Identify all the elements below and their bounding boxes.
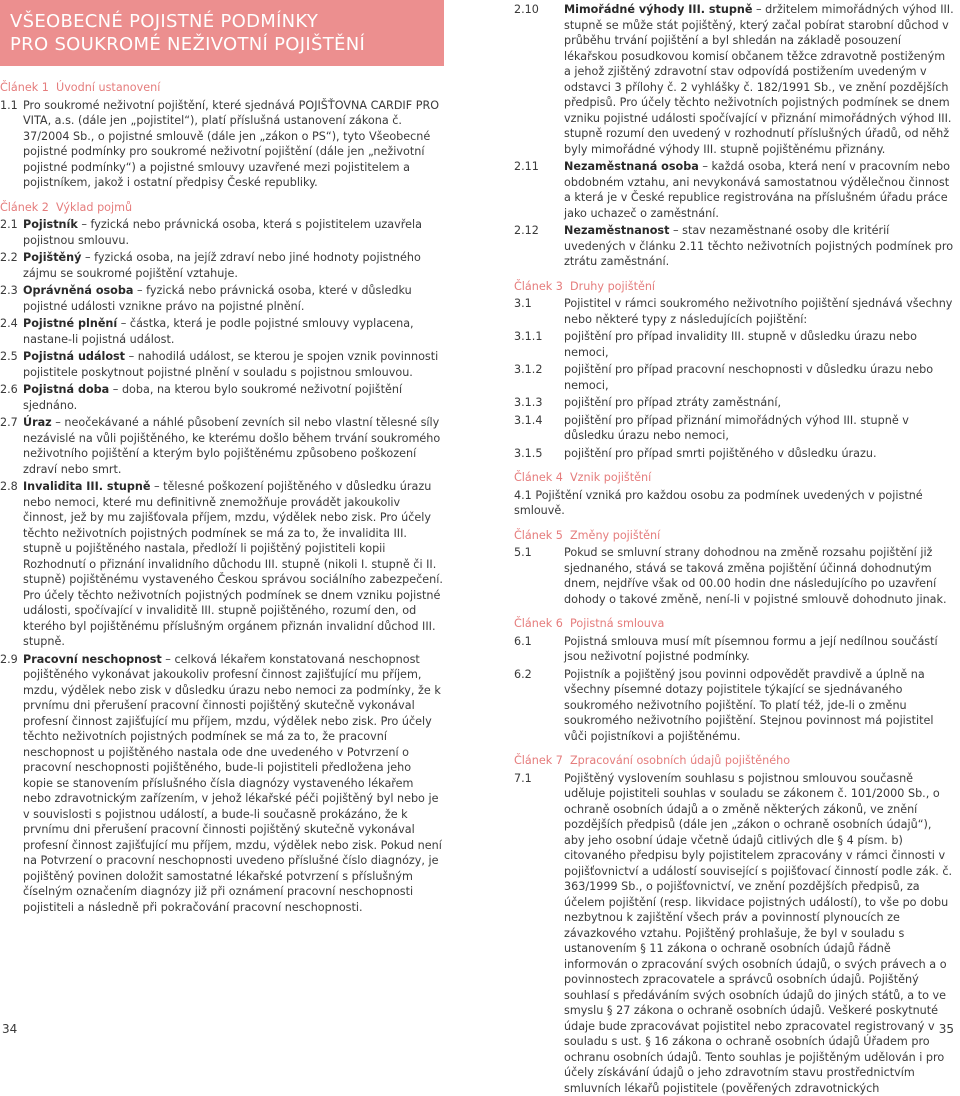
article-3-1-4: [514, 413, 954, 444]
article-text: [564, 223, 954, 270]
chapter-title: Vznik pojištění: [570, 471, 651, 484]
article-2-5: [0, 349, 444, 380]
article-6-1: [514, 634, 954, 665]
article-number: 3.1.5: [514, 446, 564, 462]
defined-term: Pojistník: [23, 218, 78, 231]
defined-term: Pracovní neschopnost: [23, 653, 162, 666]
article-text: [564, 2, 954, 157]
definition: – nahodilá událost, se kterou je spojen vznik povinnosti pojistitele poskytnout pojistné plnění v souladu s pojistnou smlouvou.: [23, 350, 438, 379]
chapter-2-articles: [0, 217, 444, 915]
chapter-6-articles: [514, 634, 954, 745]
title-line-1: VŠEOBECNÉ POJISTNÉ PODMÍNKY: [10, 10, 444, 33]
defined-term: Pojištěný: [23, 251, 81, 264]
chapter-number: Článek 6: [514, 616, 570, 632]
defined-term: Mimořádné výhody III. stupně: [564, 3, 752, 16]
article-number: 2.4: [0, 316, 23, 347]
chapter-title: Výklad pojmů: [56, 201, 132, 214]
article-text: [23, 349, 444, 380]
defined-term: Nezaměstnanost: [564, 224, 669, 237]
article-2-2: [0, 250, 444, 281]
article-3-1-2: [514, 362, 954, 393]
left-column: [0, 0, 444, 915]
chapter-1-heading: [0, 80, 444, 96]
article-2-1: [0, 217, 444, 248]
article-number: 2.6: [0, 382, 23, 413]
article-text: [564, 159, 954, 221]
article-2-9: [0, 652, 444, 916]
article-number: 3.1: [514, 296, 564, 327]
article-1-1: [0, 98, 444, 191]
article-2-7: [0, 415, 444, 477]
chapter-number: Článek 2: [0, 200, 56, 216]
document-title-banner: [0, 0, 444, 66]
article-3-1-3: [514, 395, 954, 411]
article-number: 2.12: [514, 223, 564, 270]
definition: – držitelem mimořádných výhod III. stupně se může stát pojištěný, který začal pobírat starobní důchod v průběhu trvání pojištění a byl shledán na základě posouzení lékařskou posudkovou komisí občanem těžce zdravotně postiženým a jehož zjištěný zdravotní stav odpovídá postižením uvedeným v odstavci 3 přílohy č. 2 vyhlášky č. 182/1991 Sb., ve znění pozdějších předpisů. Pro účely těchto neživotních pojistných podmínek se dnem vzniku pojistné události spočívající v přiznání mimořádných výhod III. stupně rozumí den uvedený v rozhodnutí příslušných úřadů, od něhž byly mimořádné výhody III. stupně pojištěnému přiznány.: [564, 3, 954, 156]
chapter-5-articles: [514, 545, 954, 607]
article-number: 5.1: [514, 545, 564, 607]
article-number: 7.1: [514, 771, 564, 1096]
defined-term: Pojistná událost: [23, 350, 125, 363]
article-number: 2.10: [514, 2, 564, 157]
definition: – fyzická nebo právnická osoba, které v důsledku pojistné události vznikne právo na pojistné plnění.: [23, 284, 412, 313]
chapter-number: Článek 5: [514, 528, 570, 544]
article-text: Pojistník a pojištěný jsou povinni odpovědět pravdivě a úplně na všechny písemné dotazy pojistitele týkající se sjednávaného soukromého neživotního pojištění. To platí též, jde-li o změnu soukromého neživotního pojištění. Stejnou povinnost má pojistitel vůči pojistníkovi a pojištěnému.: [564, 667, 954, 745]
definition: – doba, na kterou bylo soukromé neživotní pojištění sjednáno.: [23, 383, 402, 412]
chapter-3-heading: [514, 279, 954, 295]
chapter-number: Článek 7: [514, 753, 570, 769]
defined-term: Nezaměstnaná osoba: [564, 160, 699, 173]
chapter-title: Druhy pojištění: [570, 280, 655, 293]
defined-term: Úraz: [23, 416, 52, 429]
chapter-number: Článek 4: [514, 470, 570, 486]
article-4-1: 4.1 Pojištění vzniká pro každou osobu za podmínek uvedených v pojistné smlouvě.: [514, 488, 954, 519]
defined-term: Pojistná doba: [23, 383, 109, 396]
chapter-5-heading: [514, 528, 954, 544]
article-3-1: [514, 296, 954, 327]
article-2-12: [514, 223, 954, 270]
article-2-3: [0, 283, 444, 314]
article-number: 6.1: [514, 634, 564, 665]
definition: – celková lékařem konstatovaná neschopnost pojištěného vykonávat jakoukoliv profesní činnost zajišťující mu příjem, mzdu, výdělek nebo zisk v důsledku úrazu nebo nemoci za podmínky, že k prvnímu dni přerušení pracovní činnosti pojištěný skutečně vykonával profesní činnost zajišťující mu příjem, mzdu, výdělek nebo zisk. Pro účely těchto neživotních pojistných podmínek se má za to, že pracovní neschopnost u pojištěného nastala ode dne uvedeného v Potvrzení o pracovní neschopnosti pojištěného, bude-li pojistiteli předložena jeho kopie se stanovením příslušného čísla diagnózy vystaveného lékařem nebo zdravotnickým zařízením, v jehož lékařské péči pojištěný byl nebo je v souvislosti s pojistnou událostí, a bude-li současně prokázáno, že k prvnímu dni přerušení pracovní činnosti pojištěný skutečně vykonával profesní činnost zajišťující mu příjem, mzdu, výdělek nebo zisk. Pokud není na Potvrzení o pracovní neschopnosti uvedeno příslušné číslo diagnózy, je pojištěný povinen doložit samostatné lékařské potvrzení s příslušným číselným označením diagnózy již při oznámení pracovní neschopnosti pojistiteli a následně při pokračování pracovní neschopnosti.: [23, 653, 442, 914]
article-text: [23, 217, 444, 248]
article-text: [23, 316, 444, 347]
definition: – tělesné poškození pojištěného v důsledku úrazu nebo nemoci, které mu definitivně znemožňuje provádět jakoukoliv činnost, jež by mu zajišťovala příjem, mzdu, výdělek nebo zisk. Pro účely těchto neživotních pojistných podmínek se má za to, že invalidita III. stupně u pojištěného nastala, předloží li pojištěný pojistiteli kopii Rozhodnutí o přiznání invalidního důchodu III. stupně (nikoli I. stupně či II. stupně) pojištěnému vystaveného Českou správou sociálního zabezpečení. Pro účely těchto neživotních pojistných podmínek se dnem vzniku pojistné události, spočívající v invaliditě III. stupně pojištěného, rozumí den, od kterého byl pojištěnému příslušným orgánem přiznán invalidní důchod III. stupně.: [23, 480, 443, 648]
article-number: 6.2: [514, 667, 564, 745]
definition: – stav nezaměstnané osoby dle kritérií uvedených v článku 2.11 těchto neživotních pojistných podmínek pro ztrátu zaměstnání.: [564, 224, 953, 268]
article-number: 3.1.4: [514, 413, 564, 444]
article-2-8: [0, 479, 444, 650]
article-text: Pojištěný vyslovením souhlasu s pojistnou smlouvou současně uděluje pojistiteli souhlas v souladu se zákonem č. 101/2000 Sb., o ochraně osobních údajů a o změně některých zákonů, ve znění pozdějších předpisů (dále jen „zákon o ochraně osobních údajů“), aby jeho osobní údaje včetně údajů citlivých dle § 4 písm. b) citovaného předpisu byly pojistitelem zpracovány v rámci činnosti v pojišťovnictví a událostí související s pojišťovací činností podle zák. č. 363/1999 Sb., o pojišťovnictví, ve znění pozdějších předpisů, za účelem pojištění (resp. likvidace pojistných událostí), to vše po dobu nezbytnou k zajištění všech práv a povinností plynoucích ze závazkového vztahu. Pojištěný prohlašuje, že byl v souladu s ustanovením § 11 zákona o ochraně osobních údajů řádně informován o zpracování svých osobních údajů, o svých právech a o povinnostech zpracovatele a správců osobních údajů. Pojištěný souhlasí s předáváním svých osobních údajů do jiných států, a to ve smyslu § 27 zákona o ochraně osobních údajů. Veškeré poskytnuté údaje bude zpracovávat pojistitel nebo zpracovatel registrovaný v souladu s ust. § 16 zákona o ochraně osobních údajů Úřadem pro ochranu osobních údajů. Tento souhlas je pojištěným udělován i pro účely získávání údajů o jeho zdravotním stavu prostřednictvím smluvních lékařů pojistitele (pověřených zdravotnických: [564, 771, 954, 1096]
article-number: 2.11: [514, 159, 564, 221]
article-text: [23, 283, 444, 314]
definition: – fyzická osoba, na jejíž zdraví nebo jiné hodnoty pojistného zájmu se soukromé pojištění vztahuje.: [23, 251, 421, 280]
title-line-2: PRO SOUKROMÉ NEŽIVOTNÍ POJIŠTĚNÍ: [10, 33, 444, 56]
article-text: Pokud se smluvní strany dohodnou na změně rozsahu pojištění již sjednaného, stává se taková změna pojištění účinná dohodnutým dnem, nejdříve však od 00.00 hodin dne následujícího po uzavření dohody o takové změně, není-li v pojistné smlouvě dohodnuto jinak.: [564, 545, 954, 607]
chapter-title: Zpracování osobních údajů pojištěného: [570, 754, 790, 767]
article-7-1: [514, 771, 954, 1096]
article-number: 3.1.1: [514, 329, 564, 360]
chapter-title: Úvodní ustanovení: [56, 81, 160, 94]
page-number-right: 35: [939, 1022, 954, 1038]
article-number: 2.1: [0, 217, 23, 248]
article-number: 2.7: [0, 415, 23, 477]
article-number: 1.1: [0, 98, 23, 191]
definition: – částka, která je podle pojistné smlouvy vyplacena, nastane-li pojistná událost.: [23, 317, 414, 346]
article-number: 3.1.2: [514, 362, 564, 393]
article-text: [23, 479, 444, 650]
chapter-6-heading: [514, 616, 954, 632]
chapter-2-heading: [0, 200, 444, 216]
article-2-10: [514, 2, 954, 157]
article-text: [23, 250, 444, 281]
article-number: 2.2: [0, 250, 23, 281]
article-text: pojištění pro případ smrti pojištěného v důsledku úrazu.: [564, 446, 954, 462]
article-text: Pojistitel v rámci soukromého neživotního pojištění sjednává všechny nebo některé typy z následujících pojištění:: [564, 296, 954, 327]
chapter-4-heading: [514, 470, 954, 486]
article-number: 2.5: [0, 349, 23, 380]
chapter-7-articles: [514, 771, 954, 1096]
article-text: [23, 652, 444, 916]
article-text: Pojistná smlouva musí mít písemnou formu a její nedílnou součástí jsou neživotní pojistné podmínky.: [564, 634, 954, 665]
article-number: 2.8: [0, 479, 23, 650]
page-number-left: 34: [2, 1022, 17, 1038]
definition: – fyzická nebo právnická osoba, která s pojistitelem uzavřela pojistnou smlouvu.: [23, 218, 422, 247]
article-number: 2.3: [0, 283, 23, 314]
article-text: pojištění pro případ invalidity III. stupně v důsledku úrazu nebo nemoci,: [564, 329, 954, 360]
defined-term: Pojistné plnění: [23, 317, 117, 330]
chapter-7-heading: [514, 753, 954, 769]
defined-term: Invalidita III. stupně: [23, 480, 150, 493]
article-3-1-5: [514, 446, 954, 462]
article-6-2: [514, 667, 954, 745]
defined-term: Oprávněná osoba: [23, 284, 133, 297]
article-text: pojištění pro případ pracovní neschopnosti v důsledku úrazu nebo nemoci,: [564, 362, 954, 393]
article-2-11: [514, 159, 954, 221]
article-2-4: [0, 316, 444, 347]
article-number: 3.1.3: [514, 395, 564, 411]
article-5-1: [514, 545, 954, 607]
chapter-title: Pojistná smlouva: [570, 617, 664, 630]
chapter-title: Změny pojištění: [570, 529, 660, 542]
article-text: Pro soukromé neživotní pojištění, které sjednává POJIŠŤOVNA CARDIF PRO VITA, a.s. (dále jen „pojistitel“), platí příslušná ustanovení zákona č. 37/2004 Sb., o pojistné smlouvě (dále jen „zákon o PS“), tyto Všeobecné pojistné podmínky pro soukromé neživotní pojištění (dále jen „neživotní pojistné podmínky“) a pojistné smlouvy uzavřené mezi pojistitelem a pojistníkem, jakož i ostatní předpisy České republiky.: [23, 98, 444, 191]
chapter-number: Článek 3: [514, 279, 570, 295]
article-text: pojištění pro případ ztráty zaměstnání,: [564, 395, 954, 411]
chapter-2-continued: [514, 2, 954, 270]
article-text: pojištění pro případ přiznání mimořádných výhod III. stupně v důsledku úrazu nebo nemoci,: [564, 413, 954, 444]
article-2-6: [0, 382, 444, 413]
definition: – neočekávané a náhlé působení zevních sil nebo vlastní tělesné síly nezávislé na vůli pojištěného, ke kterému došlo během trvání soukromého neživotního pojištění a kterým bylo pojištěnému způsobeno poškození zdraví nebo smrt.: [23, 416, 440, 476]
article-number: 2.9: [0, 652, 23, 916]
chapter-number: Článek 1: [0, 80, 56, 96]
chapter-3-articles: [514, 296, 954, 461]
article-text: [23, 415, 444, 477]
article-text: [23, 382, 444, 413]
right-column: [514, 0, 954, 1096]
definition: – každá osoba, která není v pracovním nebo obdobném vztahu, ani nevykonává samostatnou výdělečnou činnost a která je v České republice registrována na příslušném úřadu práce jako uchazeč o zaměstnání.: [564, 160, 950, 220]
article-3-1-1: [514, 329, 954, 360]
